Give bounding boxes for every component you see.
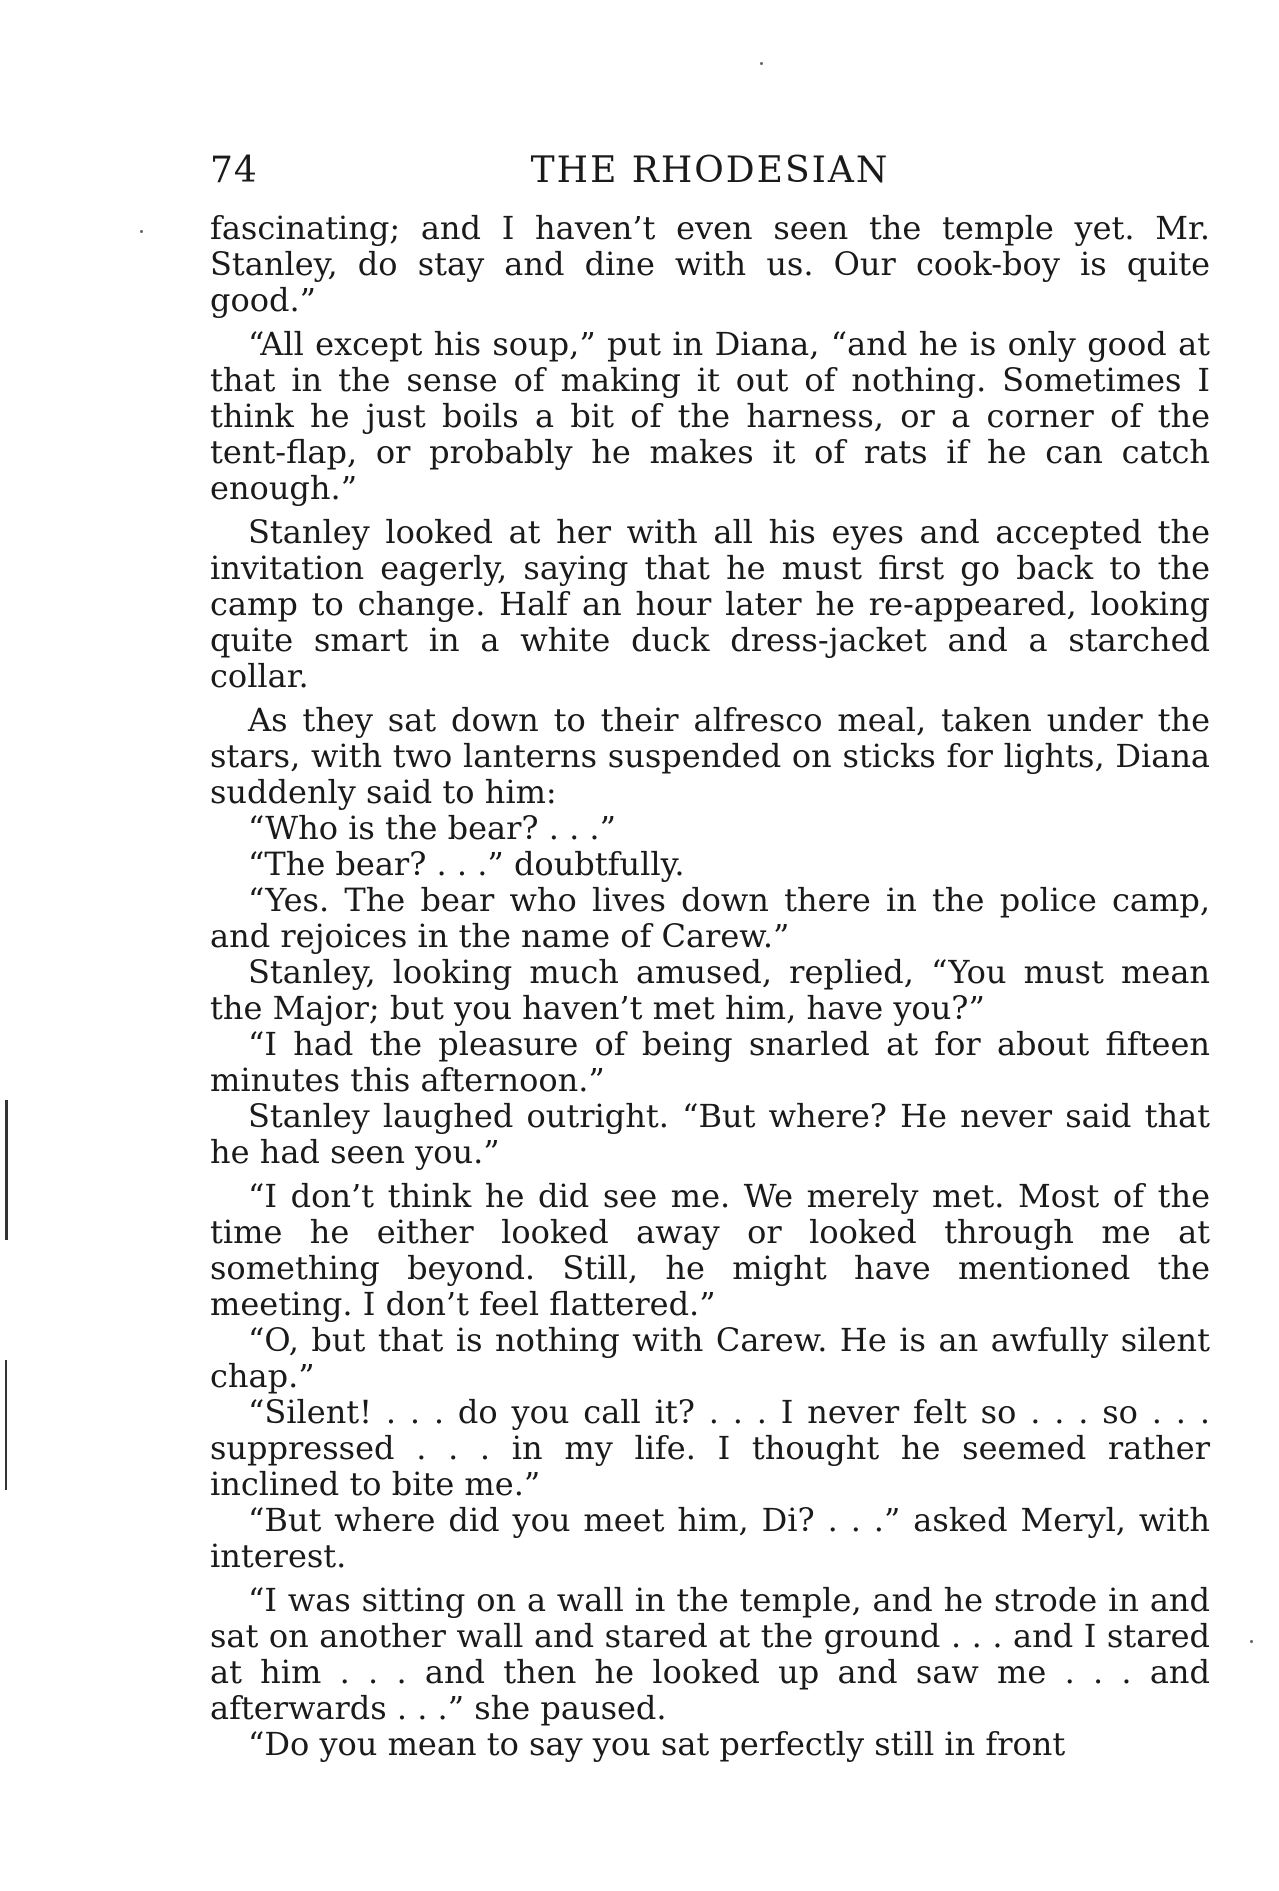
paragraph: “Who is the bear? . . .” xyxy=(248,809,616,847)
paragraph: Stanley laughed outright. “But where? He never said that he had seen you.” xyxy=(210,1097,1210,1171)
scan-speck xyxy=(140,230,143,233)
page-header xyxy=(210,150,1210,198)
running-head: THE RHODESIAN xyxy=(530,150,890,191)
paragraph: Stanley looked at her with all his eyes and accepted the invitation eagerly, saying that he must first go back to the camp to change. Half an hour later he re-appeared, looking quite smart in a white duck dress-jacket and a starched collar. xyxy=(210,513,1210,695)
paragraph: “Do you mean to say you sat perfectly still in front xyxy=(248,1725,1066,1763)
scan-edge-mark xyxy=(5,1100,8,1240)
book-page xyxy=(210,150,1210,1762)
paragraph: “Yes. The bear who lives down there in the police camp, and rejoices in the name of Carew.” xyxy=(210,881,1210,955)
paragraph: fascinating; and I haven’t even seen the temple yet. Mr. Stanley, do stay and dine with us. Our cook-boy is quite good.” xyxy=(210,209,1210,319)
paragraph: Stanley, looking much amused, replied, “You must mean the Major; but you haven’t met him, have you?” xyxy=(210,953,1210,1027)
paragraph: “O, but that is nothing with Carew. He is an awfully silent chap.” xyxy=(210,1321,1210,1395)
scan-edge-mark xyxy=(5,1360,7,1490)
paragraph: “The bear? . . .” doubtfully. xyxy=(248,845,685,883)
paragraph: As they sat down to their alfresco meal, taken under the stars, with two lanterns suspended on sticks for lights, Diana suddenly said to him: xyxy=(210,701,1210,811)
paragraph: “I had the pleasure of being snarled at for about fifteen minutes this afternoon.” xyxy=(210,1025,1210,1099)
paragraph: “I was sitting on a wall in the temple, and he strode in and sat on another wall and stared at the ground . . . and I stared at him . . . and then he looked up and saw me . . . and afterwards . . .” she paused. xyxy=(210,1581,1210,1727)
paragraph: “I don’t think he did see me. We merely met. Most of the time he either looked away or looked through me at something beyond. Still, he might have mentioned the meeting. I don’t feel flattered.” xyxy=(210,1177,1210,1323)
paragraph: “But where did you meet him, Di? . . .” asked Meryl, with interest. xyxy=(210,1501,1210,1575)
page-number: 74 xyxy=(210,150,258,191)
body-text xyxy=(210,210,1210,1762)
paragraph: “Silent! . . . do you call it? . . . I never felt so . . . so . . . suppressed . . . in my life. I thought he seemed rather inclined to bite me.” xyxy=(210,1393,1210,1503)
paragraph: “All except his soup,” put in Diana, “and he is only good at that in the sense of making it out of nothing. Sometimes I think he just boils a bit of the harness, or a corner of the tent-flap, or probably he makes it of rats if he can catch enough.” xyxy=(210,325,1210,507)
scan-speck xyxy=(1250,1640,1253,1643)
scan-speck xyxy=(760,62,763,65)
